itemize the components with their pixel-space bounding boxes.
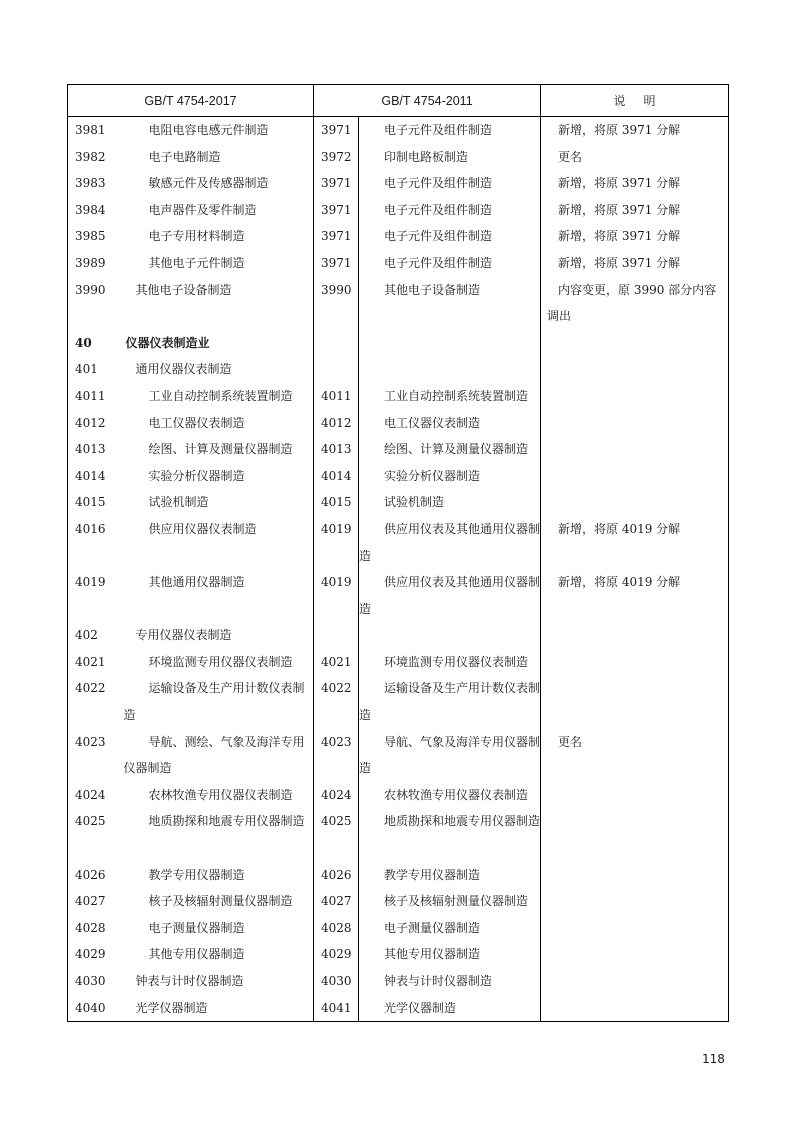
table-header-row bbox=[68, 85, 729, 117]
name-2011: 实验分析仪器制造 bbox=[359, 463, 541, 490]
table-body bbox=[68, 117, 729, 1022]
table-row bbox=[68, 170, 729, 197]
name-2017: 核子及核辐射测量仪器制造 bbox=[124, 888, 314, 915]
name-2011: 电子元件及组件制造 bbox=[359, 223, 541, 250]
code-2017: 3983 bbox=[68, 170, 124, 197]
name-2017: 钟表与计时仪器制造 bbox=[124, 968, 314, 995]
code-2017: 4016 bbox=[68, 516, 124, 569]
code-2011: 4041 bbox=[314, 995, 359, 1022]
code-2011 bbox=[314, 330, 359, 357]
code-2011: 4026 bbox=[321, 867, 352, 882]
note: 新增，将原 4019 分解 bbox=[541, 569, 729, 622]
code-2011: 3971 bbox=[321, 255, 352, 270]
name-2011: 核子及核辐射测量仪器制造 bbox=[359, 888, 541, 915]
header-note-label: 说明 bbox=[613, 94, 674, 108]
name-2011: 运输设备及生产用计数仪表制造 bbox=[359, 675, 541, 728]
name-2011: 地质勘探和地震专用仪器制造 bbox=[359, 808, 541, 861]
name-2011: 环境监测专用仪器仪表制造 bbox=[359, 649, 541, 676]
name-2017: 电子测量仪器制造 bbox=[124, 915, 314, 942]
name-2017: 工业自动控制系统装置制造 bbox=[124, 383, 314, 410]
code-2011: 3971 bbox=[321, 202, 352, 217]
note bbox=[541, 410, 729, 437]
code-2011: 4028 bbox=[321, 920, 352, 935]
note bbox=[541, 968, 729, 995]
header-note bbox=[541, 85, 729, 117]
table-row bbox=[68, 968, 729, 995]
code-2017: 3984 bbox=[68, 197, 124, 224]
code-2017: 40 bbox=[68, 330, 124, 357]
name-2011: 绘图、计算及测量仪器制造 bbox=[359, 436, 541, 463]
name-2017: 电工仪器仪表制造 bbox=[124, 410, 314, 437]
name-2011: 电子元件及组件制造 bbox=[359, 170, 541, 197]
header-gbt-2011: GB/T 4754-2011 bbox=[314, 85, 541, 117]
note bbox=[541, 489, 729, 516]
name-2011: 电子元件及组件制造 bbox=[359, 250, 541, 277]
note bbox=[541, 915, 729, 942]
code-2017: 4040 bbox=[68, 995, 124, 1022]
name-2017: 农林牧渔专用仪器仪表制造 bbox=[124, 782, 314, 809]
note: 新增，将原 3971 分解 bbox=[541, 117, 729, 144]
name-2017: 其他通用仪器制造 bbox=[124, 569, 314, 622]
code-2011 bbox=[314, 622, 359, 649]
code-2011: 4019 bbox=[321, 521, 352, 536]
name-2011: 供应用仪表及其他通用仪器制造 bbox=[359, 569, 541, 622]
code-2011: 3990 bbox=[321, 282, 352, 297]
code-2011: 4023 bbox=[321, 734, 352, 749]
name-2011 bbox=[359, 622, 541, 649]
table-row bbox=[68, 649, 729, 676]
note bbox=[541, 888, 729, 915]
table-row bbox=[68, 675, 729, 728]
table-row bbox=[68, 144, 729, 171]
code-2017: 4013 bbox=[68, 436, 124, 463]
code-2011: 4025 bbox=[321, 814, 352, 829]
code-2011: 4014 bbox=[321, 468, 352, 483]
code-2011: 4027 bbox=[321, 894, 352, 909]
note bbox=[541, 862, 729, 889]
code-2017: 4026 bbox=[68, 862, 124, 889]
name-2011: 电子元件及组件制造 bbox=[359, 197, 541, 224]
table-row bbox=[68, 915, 729, 942]
note bbox=[541, 675, 729, 728]
name-2017: 地质勘探和地震专用仪器制造 bbox=[124, 808, 314, 861]
name-2011: 其他电子设备制造 bbox=[359, 277, 541, 330]
code-2011 bbox=[314, 356, 359, 383]
table-row bbox=[68, 941, 729, 968]
code-2017: 4023 bbox=[68, 729, 124, 782]
table-row bbox=[68, 356, 729, 383]
table-row bbox=[68, 782, 729, 809]
name-2011: 工业自动控制系统装置制造 bbox=[359, 383, 541, 410]
name-2017: 电声器件及零件制造 bbox=[124, 197, 314, 224]
name-2017: 绘图、计算及测量仪器制造 bbox=[124, 436, 314, 463]
note bbox=[541, 436, 729, 463]
note bbox=[541, 356, 729, 383]
name-2017: 光学仪器制造 bbox=[124, 995, 314, 1022]
name-2017: 仪器仪表制造业 bbox=[124, 330, 314, 357]
name-2017: 教学专用仪器制造 bbox=[124, 862, 314, 889]
code-2011: 4030 bbox=[321, 974, 352, 988]
code-2017: 4012 bbox=[68, 410, 124, 437]
name-2011: 试验机制造 bbox=[359, 489, 541, 516]
code-2011: 4019 bbox=[321, 575, 352, 590]
code-2011: 4024 bbox=[321, 787, 352, 802]
name-2011: 钟表与计时仪器制造 bbox=[359, 968, 541, 995]
code-2017: 4027 bbox=[68, 888, 124, 915]
name-2017: 运输设备及生产用计数仪表制造 bbox=[124, 675, 314, 728]
table-row bbox=[68, 995, 729, 1022]
note: 新增，将原 3971 分解 bbox=[541, 223, 729, 250]
name-2011: 印制电路板制造 bbox=[359, 144, 541, 171]
name-2011: 电子元件及组件制造 bbox=[359, 117, 541, 144]
code-2017: 4024 bbox=[68, 782, 124, 809]
table-row bbox=[68, 117, 729, 144]
name-2011: 光学仪器制造 bbox=[359, 995, 541, 1022]
note: 新增，将原 3971 分解 bbox=[541, 250, 729, 277]
name-2017: 通用仪器仪表制造 bbox=[124, 356, 314, 383]
code-2011: 3971 bbox=[321, 176, 352, 191]
name-2011: 电工仪器仪表制造 bbox=[359, 410, 541, 437]
name-2017: 电阻电容电感元件制造 bbox=[124, 117, 314, 144]
code-2017: 4022 bbox=[68, 675, 124, 728]
name-2017: 专用仪器仪表制造 bbox=[124, 622, 314, 649]
code-2011: 4022 bbox=[321, 681, 352, 696]
name-2017: 供应用仪器仪表制造 bbox=[124, 516, 314, 569]
code-2011: 3972 bbox=[321, 149, 352, 164]
note bbox=[541, 383, 729, 410]
table-row bbox=[68, 463, 729, 490]
code-2011: 4012 bbox=[321, 415, 352, 430]
table-row bbox=[68, 622, 729, 649]
code-2011: 4015 bbox=[321, 495, 352, 510]
code-2017: 3989 bbox=[68, 250, 124, 277]
name-2017: 实验分析仪器制造 bbox=[124, 463, 314, 490]
code-2017: 4025 bbox=[68, 808, 124, 861]
note bbox=[541, 622, 729, 649]
table-row bbox=[68, 729, 729, 782]
code-2011: 4011 bbox=[321, 388, 352, 403]
code-2017: 4014 bbox=[68, 463, 124, 490]
name-2017: 其他专用仪器制造 bbox=[124, 941, 314, 968]
name-2011: 教学专用仪器制造 bbox=[359, 862, 541, 889]
name-2017: 导航、测绘、气象及海洋专用仪器制造 bbox=[124, 729, 314, 782]
code-2017: 4021 bbox=[68, 649, 124, 676]
code-2011: 3971 bbox=[321, 123, 352, 137]
name-2017: 其他电子元件制造 bbox=[124, 250, 314, 277]
name-2011: 电子测量仪器制造 bbox=[359, 915, 541, 942]
code-2017: 4028 bbox=[68, 915, 124, 942]
name-2011 bbox=[359, 356, 541, 383]
note: 新增，将原 3971 分解 bbox=[541, 197, 729, 224]
note bbox=[541, 808, 729, 861]
name-2011: 导航、气象及海洋专用仪器制造 bbox=[359, 729, 541, 782]
classification-table bbox=[67, 84, 729, 1022]
code-2011: 4013 bbox=[321, 442, 352, 457]
note: 更名 bbox=[541, 144, 729, 171]
code-2017: 4030 bbox=[68, 968, 124, 995]
table-row bbox=[68, 223, 729, 250]
name-2011 bbox=[359, 330, 541, 357]
table-row bbox=[68, 569, 729, 622]
table-row bbox=[68, 410, 729, 437]
table-row bbox=[68, 330, 729, 357]
note bbox=[541, 995, 729, 1022]
name-2017: 电子专用材料制造 bbox=[124, 223, 314, 250]
note bbox=[541, 941, 729, 968]
code-2017: 3981 bbox=[68, 117, 124, 144]
table-row bbox=[68, 516, 729, 569]
name-2011: 农林牧渔专用仪器仪表制造 bbox=[359, 782, 541, 809]
code-2017: 4015 bbox=[68, 489, 124, 516]
code-2017: 3982 bbox=[68, 144, 124, 171]
note bbox=[541, 649, 729, 676]
code-2017: 401 bbox=[68, 356, 124, 383]
note: 新增，将原 3971 分解 bbox=[541, 170, 729, 197]
name-2017: 敏感元件及传感器制造 bbox=[124, 170, 314, 197]
code-2017: 3985 bbox=[68, 223, 124, 250]
code-2011: 4021 bbox=[321, 654, 352, 669]
table-row bbox=[68, 436, 729, 463]
table-row bbox=[68, 383, 729, 410]
name-2017: 试验机制造 bbox=[124, 489, 314, 516]
table-row bbox=[68, 250, 729, 277]
note: 内容变更，原 3990 部分内容调出 bbox=[541, 277, 729, 330]
note: 更名 bbox=[541, 729, 729, 782]
code-2017: 3990 bbox=[68, 277, 124, 330]
table-row bbox=[68, 888, 729, 915]
note bbox=[541, 463, 729, 490]
header-gbt-2017: GB/T 4754-2017 bbox=[68, 85, 314, 117]
code-2017: 4029 bbox=[68, 941, 124, 968]
note bbox=[541, 782, 729, 809]
table-row bbox=[68, 197, 729, 224]
code-2011: 4029 bbox=[321, 947, 352, 962]
code-2011: 3971 bbox=[321, 229, 352, 244]
code-2017: 4019 bbox=[68, 569, 124, 622]
note: 新增，将原 4019 分解 bbox=[541, 516, 729, 569]
name-2017: 环境监测专用仪器仪表制造 bbox=[124, 649, 314, 676]
code-2017: 4011 bbox=[68, 383, 124, 410]
name-2011: 其他专用仪器制造 bbox=[359, 941, 541, 968]
page-number: 118 bbox=[702, 1052, 725, 1066]
name-2017: 电子电路制造 bbox=[124, 144, 314, 171]
name-2011: 供应用仪表及其他通用仪器制造 bbox=[359, 516, 541, 569]
table-row bbox=[68, 489, 729, 516]
table-row bbox=[68, 862, 729, 889]
table-row bbox=[68, 277, 729, 330]
code-2017: 402 bbox=[68, 622, 124, 649]
name-2017: 其他电子设备制造 bbox=[124, 277, 314, 330]
note bbox=[541, 330, 729, 357]
table-row bbox=[68, 808, 729, 861]
